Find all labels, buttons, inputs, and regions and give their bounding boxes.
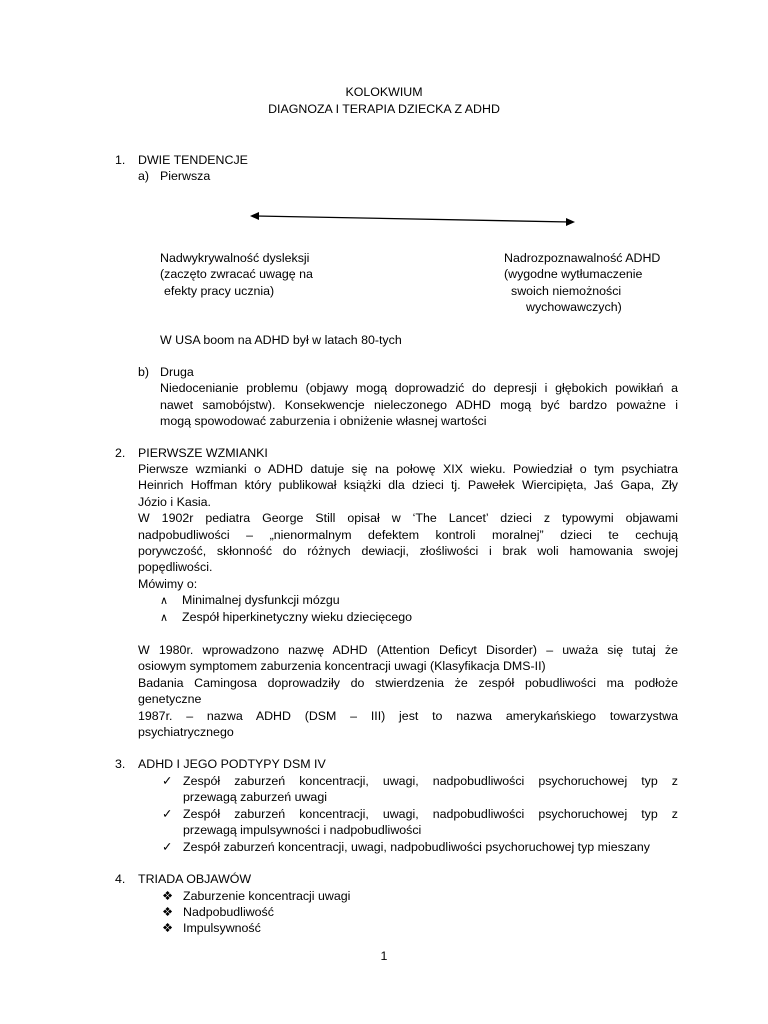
symptom-item: Impulsywność (183, 921, 261, 935)
section2-p5-line-1: 1987r. – nazwa ADHD (DSM – III) jest to nazwa amerykańskiego towarzystwa (138, 709, 678, 723)
section2-p2-line-1: W 1902r pediatra George Still opisał w ‘The Lancet’ dzieci z typowymi objawami (138, 511, 678, 525)
check-icon: ✓ (162, 774, 173, 788)
section1-b-line-1: Niedocenianie problemu (objawy mogą doprowadzić do depresji i głębokich powikłań a (160, 381, 678, 395)
section2-number: 2. (115, 446, 126, 460)
subtype-3-line-1: Zespół zaburzeń koncentracji, uwagi, nadpobudliwości psychoruchowej typ mieszany (183, 840, 650, 854)
tendency-right-line-3: swoich niemożności (511, 284, 622, 298)
section2-p1-line-2: Heinrich Hoffman który publikował książki dla dzieci tj. Pawełek Wiercipięta, Jaś Gapa, Zły (138, 478, 678, 492)
section4-heading: TRIADA OBJAWÓW (138, 872, 252, 886)
section2-p3-line-2: osiowym symptomem zaburzenia koncentracji uwagi (Klasyfikacja DMS-II) (138, 659, 546, 673)
check-icon: ✓ (162, 807, 173, 821)
tendency-left-line-2: (zaczęto zwracać uwagę na (160, 267, 313, 281)
document-title: KOLOKWIUM (345, 85, 423, 99)
section2-p5-line-2: psychiatrycznego (138, 725, 234, 739)
section1-heading: DWIE TENDENCJE (138, 153, 248, 167)
section2-p2-line-3: porywczość, skłonność do różnych dewiacji, złośliwości i brak woli hamowania swojej (138, 544, 678, 558)
diamond-bullet-icon: ❖ (162, 921, 174, 935)
diamond-bullet-icon: ❖ (162, 889, 174, 903)
check-icon: ✓ (162, 840, 173, 854)
tendency-left-line-1: Nadwykrywalność dysleksji (160, 251, 310, 265)
subtype-1-line-2: przewagą zaburzeń uwagi (183, 790, 327, 804)
symptom-item: Nadpobudliwość (183, 905, 274, 919)
section1-number: 1. (115, 153, 126, 167)
section2-p3-line-1: W 1980r. wprowadzono nazwę ADHD (Attention Deficyt Disorder) – uważa się tutaj że (138, 643, 678, 657)
tendency-right-line-4: wychowawczych) (526, 300, 622, 314)
section2-p4-line-2: genetyczne (138, 692, 202, 706)
section1-b-line-3: mogą spowodować zaburzenia i obniżenie własnej wartości (160, 414, 487, 428)
bullet-text: Zespół hiperkinetyczny wieku dziecięcego (182, 610, 413, 624)
bullet-item (160, 592, 340, 610)
section2-p4-line-1: Badania Camingosa doprowadziły do stwierdzenia że zespół pobudliwości ma podłoże (138, 676, 678, 690)
mowimy-label: Mówimy o: (138, 577, 198, 591)
bullet-item (160, 609, 412, 627)
symptom-item: Zaburzenie koncentracji uwagi (183, 889, 351, 903)
subtype-2-line-2: przewagą impulsywności i nadpobudliwości (183, 823, 422, 837)
triangle-bullet-icon: ∧ (160, 595, 169, 607)
page-number: 1 (380, 949, 388, 963)
section4-number: 4. (115, 872, 126, 886)
section1-a-label: Pierwsza (160, 169, 211, 183)
double-arrow-icon (248, 207, 578, 231)
section2-p2-line-2: nadpobudliwości – „nienormalnym defektem kontroli moralnej” dzieci te cechują (138, 528, 678, 542)
section1-a-marker: a) (138, 169, 150, 183)
tendency-right-line-2: (wygodne wytłumaczenie (504, 267, 643, 281)
document-subtitle: DIAGNOZA I TERAPIA DZIECKA Z ADHD (268, 102, 500, 116)
diamond-bullet-icon: ❖ (162, 905, 174, 919)
bullet-text: Minimalnej dysfunkcji mózgu (182, 593, 340, 607)
section3-number: 3. (115, 757, 126, 771)
section1-b-line-2: nawet samobójstw). Konsekwencje nieleczonego ADHD mogą być bardzo poważne i (160, 398, 678, 412)
section2-p2-line-4: popędliwości. (138, 560, 213, 574)
triangle-bullet-icon: ∧ (160, 612, 169, 624)
section2-heading: PIERWSZE WZMIANKI (138, 446, 268, 460)
subtype-1-line-1: Zespół zaburzeń koncentracji, uwagi, nadpobudliwości psychoruchowej typ z (183, 774, 678, 788)
section2-p1-line-1: Pierwsze wzmianki o ADHD datuje się na połowę XIX wieku. Powiedział o tym psychiatra (138, 462, 678, 476)
section3-heading: ADHD I JEGO PODTYPY DSM IV (138, 757, 326, 771)
usa-boom-note: W USA boom na ADHD był w latach 80-tych (160, 333, 402, 347)
subtype-2-line-1: Zespół zaburzeń koncentracji, uwagi, nadpobudliwości psychoruchowej typ z (183, 807, 678, 821)
section2-p1-line-3: Józio i Kasia. (138, 495, 212, 509)
section1-b-marker: b) (138, 365, 150, 379)
tendency-right-line-1: Nadrozpoznawalność ADHD (504, 251, 661, 265)
tendency-left-line-3: efekty pracy ucznia) (164, 284, 275, 298)
section1-b-label: Druga (160, 365, 194, 379)
